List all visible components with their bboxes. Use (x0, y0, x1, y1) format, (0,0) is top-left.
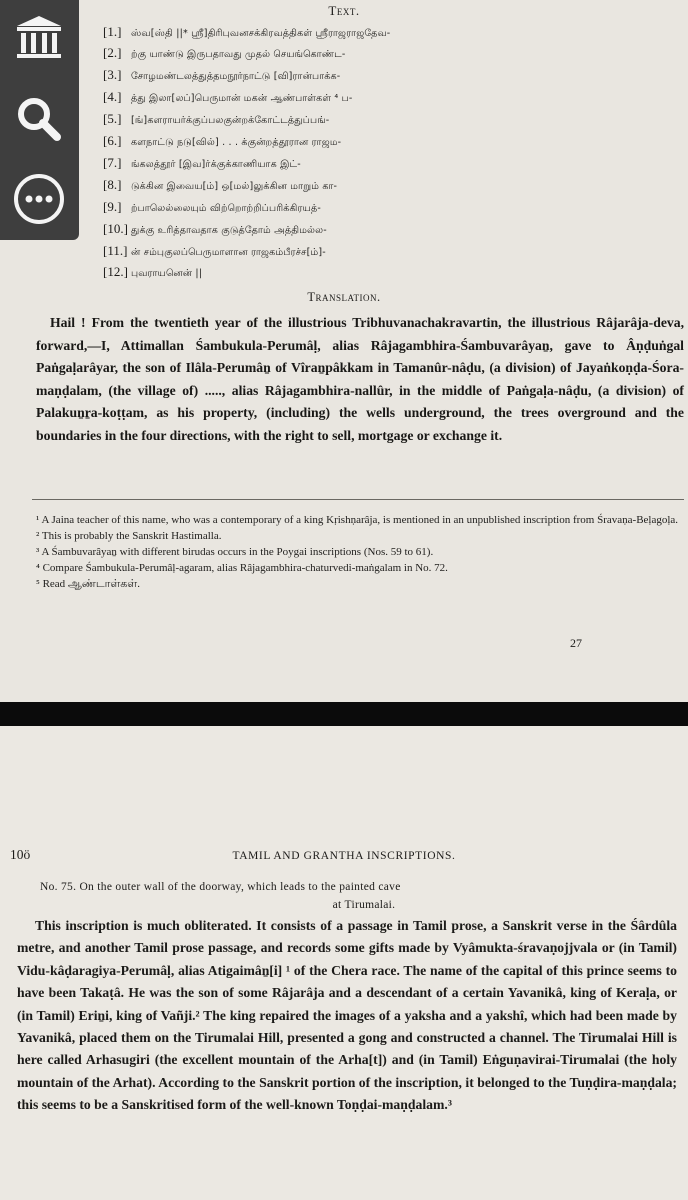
more-icon (12, 172, 66, 226)
line-text: துக்கு உரித்தாவதாக குடுத்தோம் அத்திமல்ல- (131, 225, 327, 236)
footnote-3: ³ A Śambuvarâyaṉ with different birudas occurs in the Poygai inscriptions (Nos. 59 to 61). (36, 546, 434, 558)
footnote-5: ⁵ Read ஆண்டாள்கள். (36, 578, 140, 590)
inscription-line (103, 45, 345, 61)
line-text: டுக்கின இவைய[ம்] ஒ[மல்]லுக்கின மாறும் கா- (131, 181, 338, 192)
line-text: புவராயனென் || (131, 268, 203, 279)
running-title: TAMIL AND GRANTHA INSCRIPTIONS. (232, 850, 456, 862)
inscription-heading-line2: at Tirumalai. (332, 899, 396, 911)
inscription-line (103, 67, 340, 83)
description-text: This inscription is much obliterated. It consists of a passage in Tamil prose, a Sanskrit verse in the Śârdûla metre, and another Tamil prose passage, and records some gifts made by Vyâmukta-śravaṇojjvala or (in Tamil) Vidu-kâḍaragiya-Perumâḷ, alias Atigaimâṉ[i] ¹ of the Chera race. The name of the capital of this prince seems to have been Takaṭâ. He was the son of some Râjarâja and a descendant of a certain Yavanikâ, king of Keraḷa, or (in Tamil) Eriṉi, king of Vañji.² The king repaired the images of a yaksha and a yakshî, which had been made by Yavanikâ, placed them on the Tirumalai Hill, presented a gong and constructed a channel. The Tirumalai Hill is here called Arhasugiri (the excellent mountain of the Arha[t]) and (in Tamil) Eṅguṇavirai-Tirumalai (the holy mountain of the Arhat). According to the Sanskrit portion of the inscription, it belonged to the Tuṇḍira-maṇḍala; this seems to be a Sanskritised form of the well-known Toṇḍai-maṇḍalam.³ (17, 918, 677, 1113)
document-page-106 (0, 726, 688, 1200)
line-number: [10.] (103, 221, 128, 236)
line-number: [5.] (103, 111, 122, 126)
line-number: [7.] (103, 155, 122, 170)
line-number: [12.] (103, 264, 128, 279)
inscription-line (103, 177, 337, 193)
more-button[interactable] (8, 168, 70, 230)
line-text: [ங்]களராயர்க்குப்பலகுன்றக்கோட்டத்துப்பங்- (131, 115, 330, 126)
inscription-line (103, 89, 352, 105)
translation-text: Hail ! From the twentieth year of the illustrious Tribhuvanachakravartin, the illustrious Râjarâja-deva, forward,—I, Attimallan Śambukula-Perumâḷ, alias Râjagambhira-Śambuvarâyaṉ, gave to Âṇḍuṅgal Paṅgaḷarâyar, the son of Ilâla-Perumâṉ of Vîraṉpâkkam in Tamanûr-nâḍu, (a division) of Jayaṅkoṇḍa-Śora-maṇḍalam, (the village of) ....., alias Râjagambhira-nallûr, in the middle of Paṅgaḷa-nâḍu, (a division) of Palakuṉṟa-koṭṭam, as his property, (including) the wells underground, the trees overground and the boundaries in the four directions, with the right to sell, mortgage or exchange it. (36, 315, 684, 443)
line-number: [9.] (103, 199, 122, 214)
inscription-line (103, 155, 301, 171)
line-text: ற்பாலெல்லையும் விற்றொற்றிப்பரிக்கிரயத்- (131, 203, 321, 214)
translation-heading: Translation. (307, 290, 381, 304)
line-number: [2.] (103, 45, 122, 60)
page-number: 27 (570, 636, 582, 650)
line-number: [4.] (103, 89, 122, 104)
library-button[interactable] (8, 6, 70, 68)
translation-paragraph (36, 312, 684, 447)
viewer-sidebar (0, 0, 79, 240)
line-number: [3.] (103, 67, 122, 82)
inscription-line (103, 199, 321, 215)
inscription-heading-line1: No. 75. On the outer wall of the doorway, which leads to the painted cave (40, 881, 401, 893)
inscription-heading (40, 878, 660, 914)
inscription-line (103, 24, 390, 40)
inscription-line (103, 133, 341, 149)
search-icon (14, 94, 64, 144)
inscription-line (103, 111, 329, 127)
text-heading: Text. (328, 3, 360, 18)
footnote-2: ² This is probably the Sanskrit Hastimalla. (36, 530, 222, 542)
inscription-description (17, 915, 677, 1117)
line-text: ன் சம்புகுலப்பெருமாளான ராஜகம்பீரச்ச[ம்]- (131, 247, 326, 258)
page-number: 10ö (10, 847, 31, 862)
line-number: [11.] (103, 243, 128, 258)
library-icon (13, 12, 65, 62)
line-number: [6.] (103, 133, 122, 148)
line-text: களநாட்டு நடு[வில்] . . . க்குன்றத்தூரான ராஜம- (131, 137, 342, 148)
line-number: [8.] (103, 177, 122, 192)
inscription-line (103, 264, 202, 280)
footnote-1: ¹ A Jaina teacher of this name, who was a contemporary of a king Kṛishṇarâja, is mentioned in an unpublished inscription from Śravaṇa-Beḷagoḷa. (36, 514, 679, 526)
footnote-4: ⁴ Compare Śambukula-Perumâḷ-agaram, alias Râjagambhira-chaturvedi-maṅgalam in No. 72. (36, 562, 448, 574)
line-text: ற்கு யாண்டு இருபதாவது முதல் செயங்கொண்ட- (131, 49, 346, 60)
line-text: த்து இலா[லப்]பெருமான் மகன் ஆண்பாள்கள் ⁴ ப- (131, 93, 353, 104)
line-text: சோழமண்டலத்துத்தமநூர்நாட்டு [வி]ரான்பாக்க- (131, 71, 341, 82)
line-number: [1.] (103, 24, 122, 39)
footnotes (36, 512, 684, 592)
inscription-line (103, 221, 327, 237)
search-button[interactable] (8, 88, 70, 150)
footnote-divider (32, 499, 684, 500)
line-text: ங்கலத்தூர் [இவ]ர்க்குக்காணியாக இட்- (131, 159, 301, 170)
line-text: ஸ்வ[ஸ்தி ||* ஸ்ரீ]திரிபுவனசக்கிரவத்திகள் ஸ்ரீராஜராஜதேவ- (131, 28, 391, 39)
inscription-line (103, 243, 326, 259)
